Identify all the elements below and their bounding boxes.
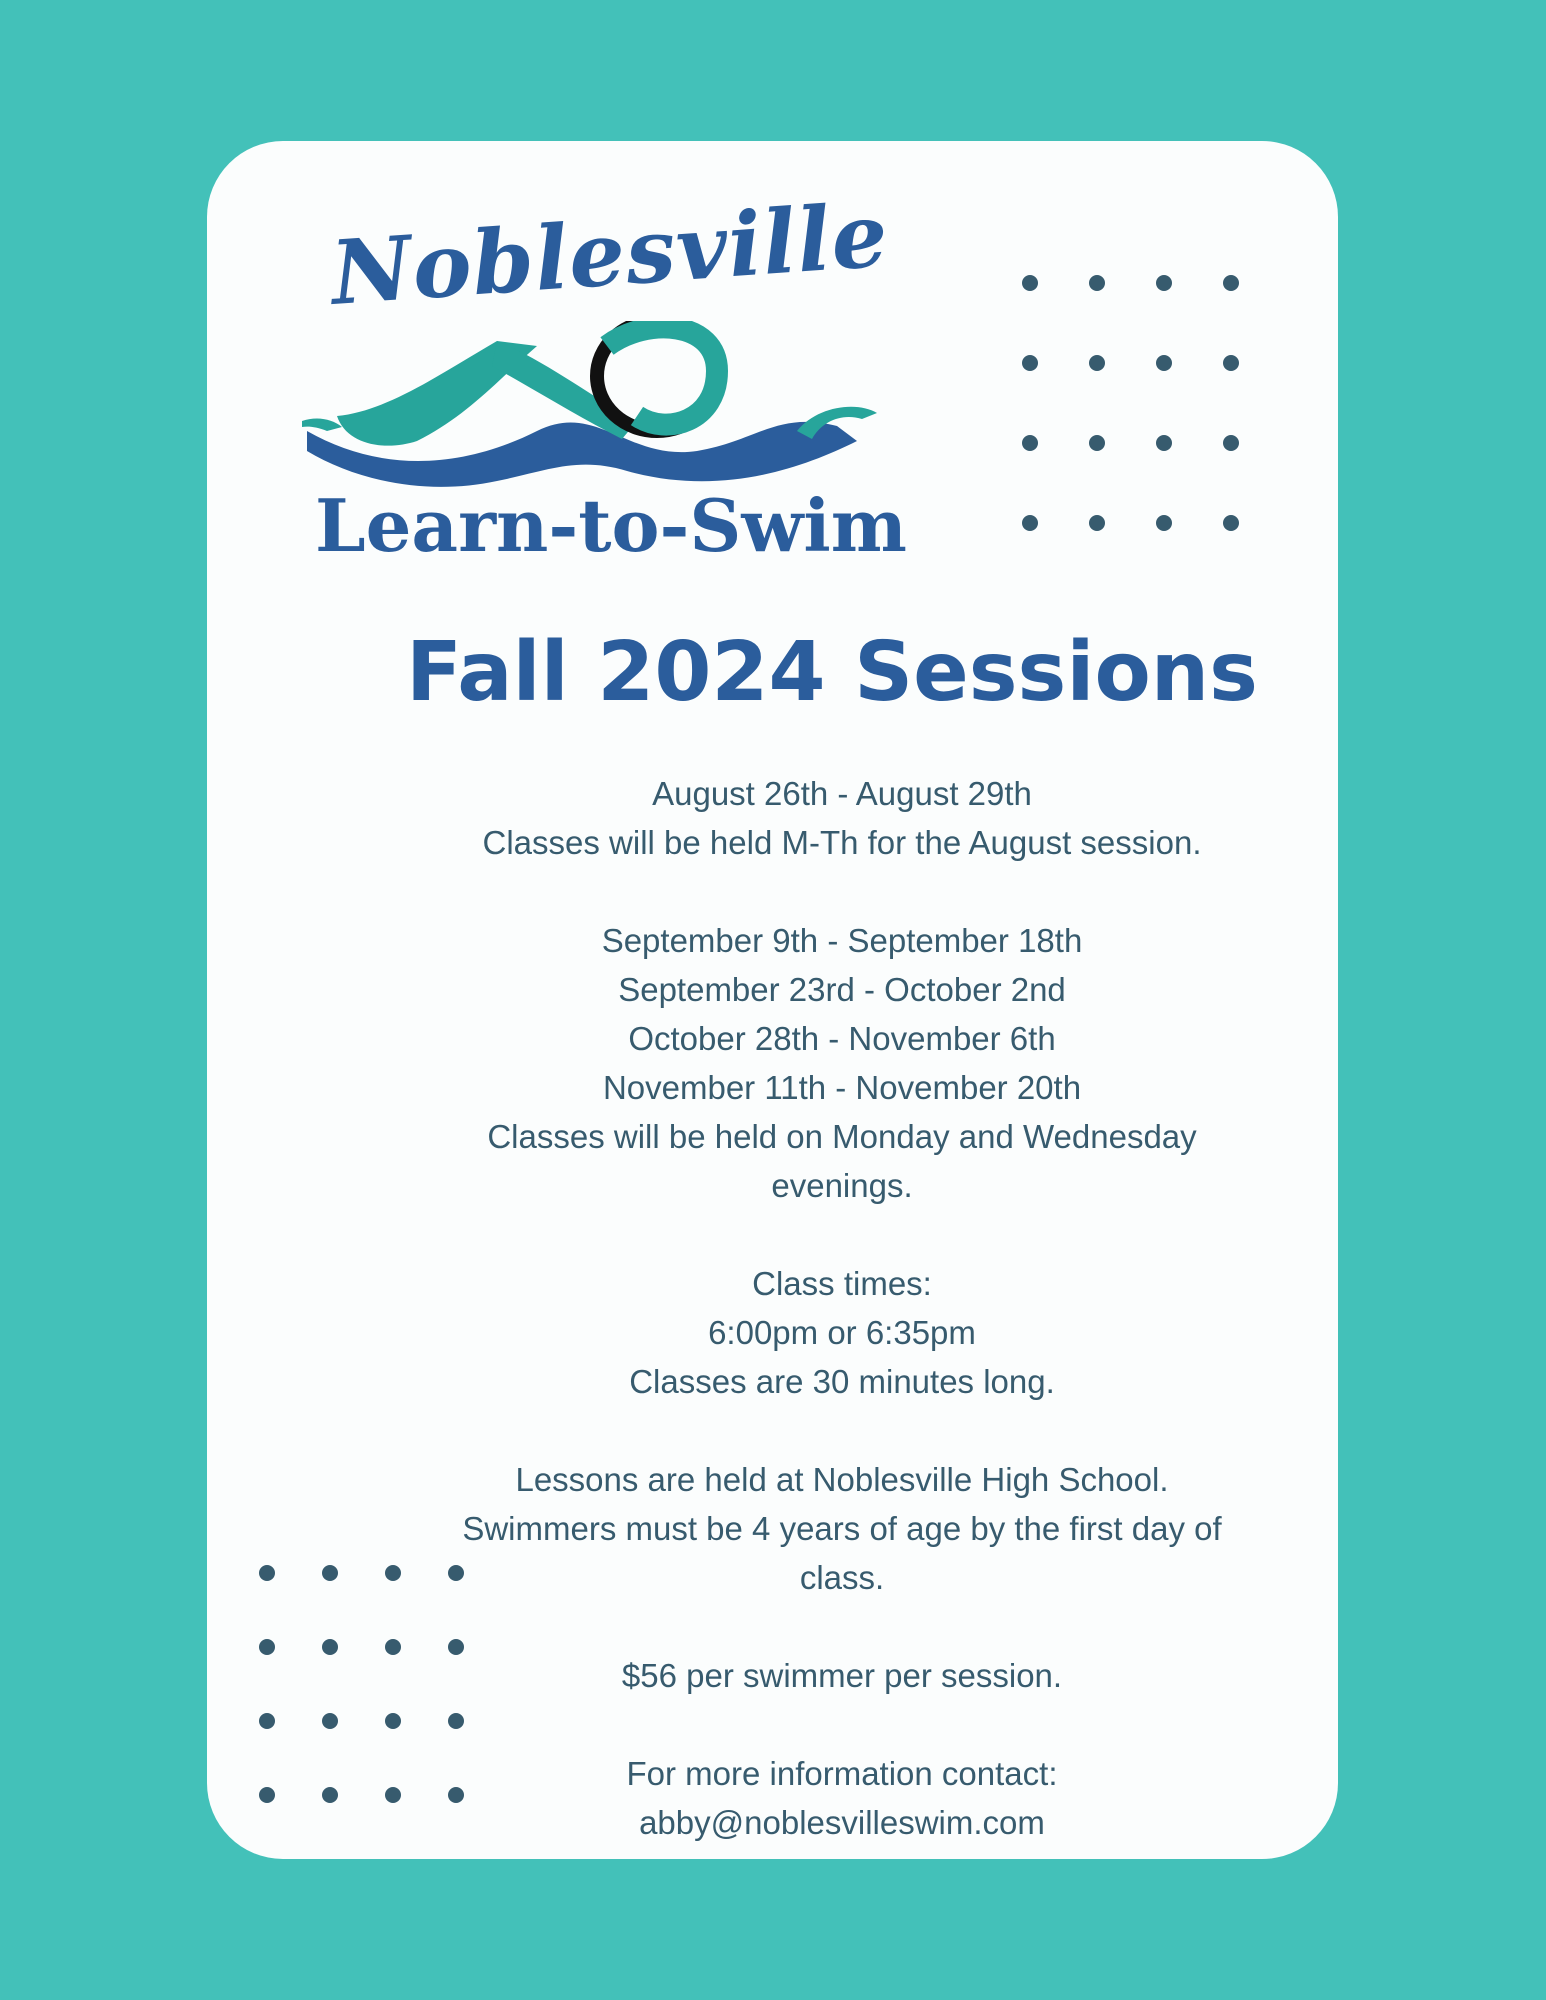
flyer-card	[207, 141, 1338, 1859]
price: $56 per swimmer per session.	[621, 1657, 1063, 1694]
logo-top-text: Noblesville	[327, 182, 892, 325]
session-dates: September 23rd - October 2nd	[618, 971, 1066, 1008]
decorative-dots-top	[1022, 275, 1239, 531]
class-duration: Classes are 30 minutes long.	[629, 1363, 1055, 1400]
swimmer-icon	[297, 321, 897, 491]
session-dates: September 9th - September 18th	[601, 922, 1083, 959]
page-title: Fall 2024 Sessions	[406, 625, 1258, 720]
noblesville-logo	[297, 182, 907, 581]
age-requirement: Swimmers must be 4 years of age by the first day of	[462, 1510, 1222, 1547]
session-dates: November 11th - November 20th	[602, 1069, 1082, 1106]
location-line: Lessons are held at Noblesville High School.	[515, 1461, 1169, 1498]
contact-heading: For more information contact:	[626, 1755, 1058, 1792]
logo-bottom-text: Learn-to-Swim	[315, 483, 907, 568]
schedule-note-cont: evenings.	[771, 1167, 913, 1204]
schedule-note: Classes will be held on Monday and Wednesday	[487, 1118, 1197, 1155]
august-dates: August 26th - August 29th	[652, 775, 1032, 812]
decorative-dots-bottom	[259, 1565, 464, 1803]
class-times-values: 6:00pm or 6:35pm	[708, 1314, 976, 1351]
session-dates: October 28th - November 6th	[628, 1020, 1056, 1057]
contact-email[interactable]: abby@noblesvilleswim.com	[639, 1804, 1045, 1841]
flyer-body	[427, 769, 1257, 1847]
age-requirement-cont: class.	[799, 1559, 885, 1596]
august-note: Classes will be held M-Th for the August session.	[482, 824, 1202, 861]
class-times-heading: Class times:	[752, 1265, 932, 1302]
